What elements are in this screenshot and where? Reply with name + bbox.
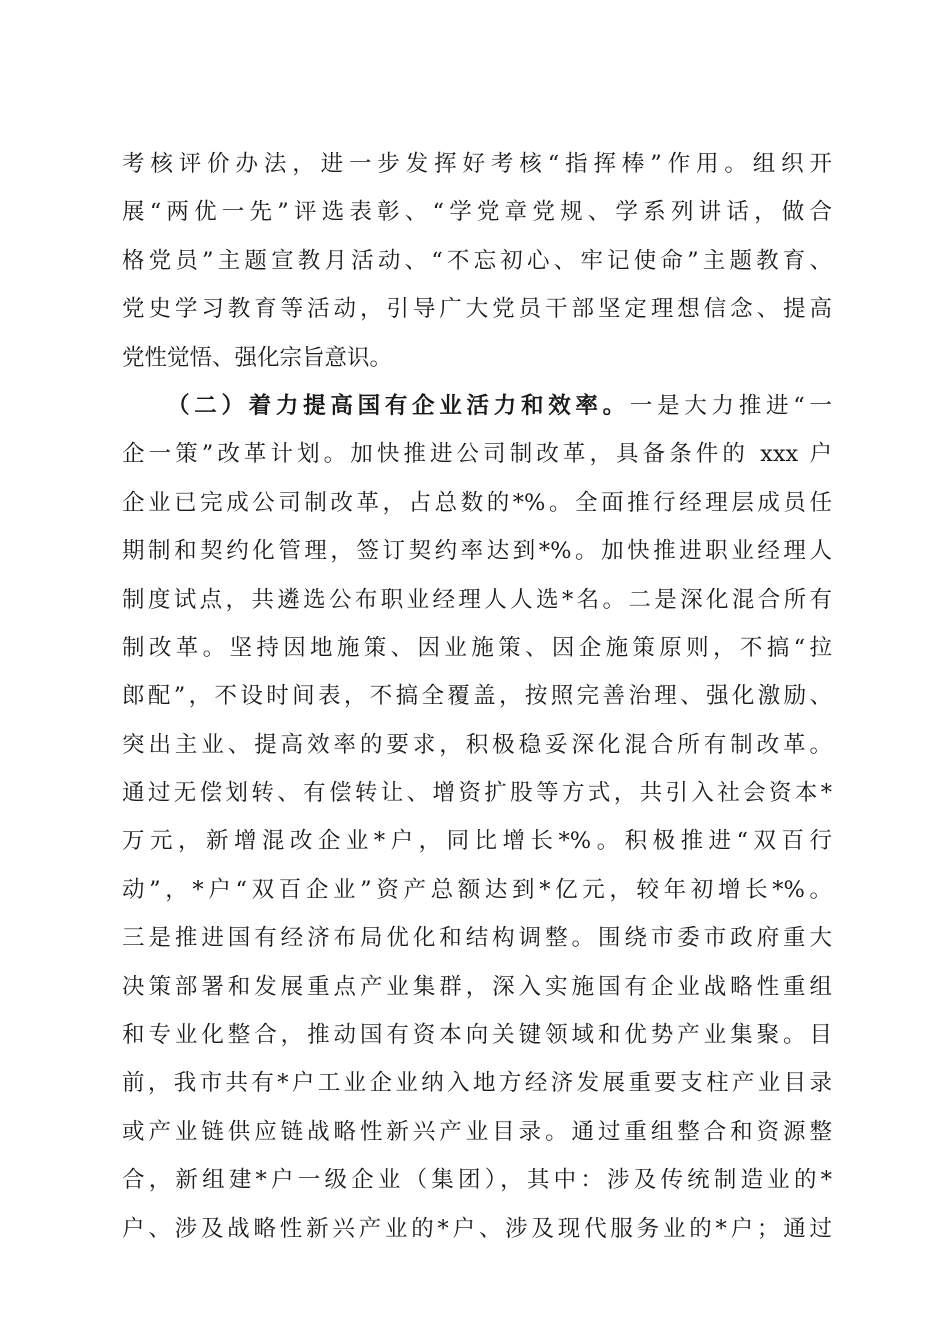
text-line: 格党员”主题宣教月活动、“不忘初心、牢记使命”主题教育、 <box>122 247 832 274</box>
text-line: 动”，*户“双百企业”资产总额达到*亿元，较年初增长*%。 <box>122 876 832 903</box>
text-line: 户、涉及战略性新兴产业的*户、涉及现代服务业的*户；通过 <box>122 1215 832 1242</box>
text-line: 通过无偿划转、有偿转让、增资扩股等方式，共引入社会资本* <box>122 780 832 807</box>
text-line: 党性觉悟、强化宗旨意识。 <box>122 344 393 371</box>
text-line: 考核评价办法，进一步发挥好考核“指挥棒”作用。组织开 <box>122 151 832 177</box>
text-line: 或产业链供应链战略性新兴产业目录。通过重组整合和资源整 <box>122 1118 832 1145</box>
paragraph-2 <box>122 382 832 1253</box>
text-line: 前，我市共有*户工业企业纳入地方经济发展重要支柱产业目录 <box>122 1070 832 1097</box>
text-line: 三是推进国有经济布局优化和结构调整。围绕市委市政府重大 <box>122 925 832 952</box>
section-heading: （二）着力提高国有企业活力和效率。 <box>167 392 630 419</box>
text-line: 万元，新增混改企业*户，同比增长*%。积极推进“双百行 <box>122 828 832 855</box>
text-line: 期制和契约化管理，签订契约率达到*%。加快推进职业经理人 <box>122 538 832 565</box>
text-line: 展“两优一先”评选表彰、“学党章党规、学系列讲话，做合 <box>122 199 832 226</box>
text-line: 和专业化整合，推动国有资本向关键领域和优势产业集聚。目 <box>122 1022 832 1049</box>
paragraph-1 <box>122 140 832 382</box>
text-line: 党史学习教育等活动，引导广大党员干部坚定理想信念、提高 <box>122 296 832 323</box>
paragraph-2-first-line <box>122 382 832 430</box>
text-run: 一是大力推进“一 <box>629 392 832 419</box>
text-line: 制度试点，共遴选公布职业经理人人选*名。二是深化混合所有 <box>122 586 832 613</box>
text-line: 企一策”改革计划。加快推进公司制改革，具备条件的 xxx 户 <box>122 441 832 468</box>
text-line: 郎配”，不设时间表，不搞全覆盖，按照完善治理、强化激励、 <box>122 683 832 710</box>
text-line: 突出主业、提高效率的要求，积极稳妥深化混合所有制改革。 <box>122 731 832 758</box>
text-line: 制改革。坚持因地施策、因业施策、因企施策原则，不搞“拉 <box>122 634 832 661</box>
document-body <box>122 140 832 1253</box>
text-line: 合，新组建*户一级企业（集团），其中：涉及传统制造业的* <box>122 1167 832 1194</box>
text-line: 企业已完成公司制改革，占总数的*%。全面推行经理层成员任 <box>122 489 832 516</box>
text-line: 决策部署和发展重点产业集群，深入实施国有企业战略性重组 <box>122 973 832 1000</box>
